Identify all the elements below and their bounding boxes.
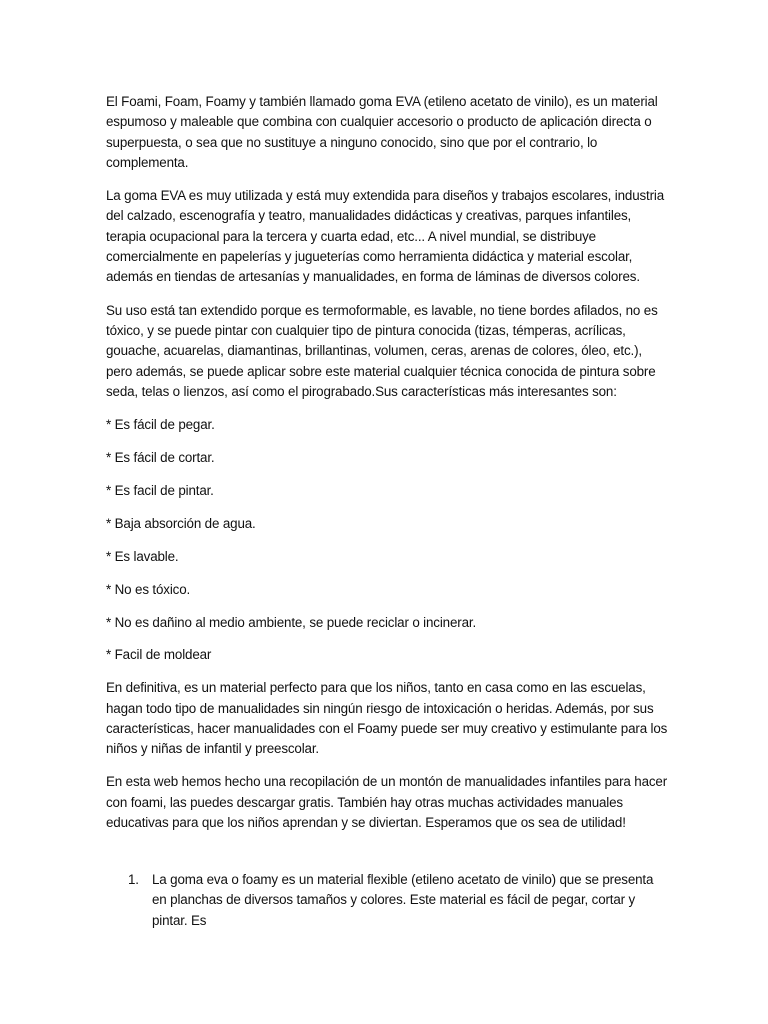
list-item: * Es fácil de cortar. <box>106 450 215 466</box>
numbered-list-item <box>128 870 668 931</box>
list-item-text: La goma eva o foamy es un material flexible (etileno acetato de vinilo) que se presenta en planchas de diversos tamaños y colores. Este material es fácil de pegar, cortar y pintar. Es <box>152 872 654 928</box>
list-item: * No es dañino al medio ambiente, se puede reciclar o incinerar. <box>106 614 477 630</box>
list-item: * Es fácil de pegar. <box>106 417 215 433</box>
paragraph-properties: Su uso está tan extendido porque es termoformable, es lavable, no tiene bordes afilados, no es tóxico, y se puede pintar con cualquier tipo de pintura conocida (tizas, témperas, acrílicas, gouache, acuarelas, diamantinas, brillantinas, volumen, ceras, arenas de colores, óleo, etc.), pero además, se puede aplicar sobre este material cualquier técnica conocida de pintura sobre seda, telas o lienzos, así como el pirograbado.Sus características más interesantes son: <box>106 302 658 399</box>
features-list <box>106 415 668 666</box>
list-item: * Es facil de pintar. <box>106 482 214 498</box>
list-item: * Es lavable. <box>106 548 179 564</box>
list-item: * Baja absorción de agua. <box>106 515 256 531</box>
list-item: * No es tóxico. <box>106 581 191 597</box>
paragraph-website: En esta web hemos hecho una recopilación de un montón de manualidades infantiles para hacer con foami, las puedes descargar gratis. También hay otras muchas actividades manuales educativas para que los niños aprendan y se diviertan. Esperamos que os sea de utilidad! <box>106 774 668 831</box>
paragraph-intro: El Foami, Foam, Foamy y también llamado goma EVA (etileno acetato de vinilo), es un material espumoso y maleable que combina con cualquier accesorio o producto de aplicación directa o superpuesta, o sea que no sustituye a ninguno conocido, sino que por el contrario, lo complementa. <box>106 94 658 170</box>
paragraph-uses: La goma EVA es muy utilizada y está muy extendida para diseños y trabajos escolares, industria del calzado, escenografía y teatro, manualidades didácticas y creativas, parques infantiles, terapia ocupacional para la tercera y cuarta edad, etc... A nivel mundial, se distribuye comercialmente en papelerías y jugueterías como herramienta didáctica y material escolar, además en tiendas de artesanías y manualidades, en forma de láminas de diversos colores. <box>106 188 665 285</box>
list-item: * Facil de moldear <box>106 647 212 663</box>
list-number: 1. <box>128 872 139 887</box>
paragraph-conclusion: En definitiva, es un material perfecto para que los niños, tanto en casa como en las escuelas, hagan todo tipo de manualidades sin ningún riesgo de intoxicación o heridas. Además, por sus características, hacer manualidades con el Foamy puede ser muy creativo y estimulante para los niños y niñas de infantil y preescolar. <box>106 680 668 757</box>
